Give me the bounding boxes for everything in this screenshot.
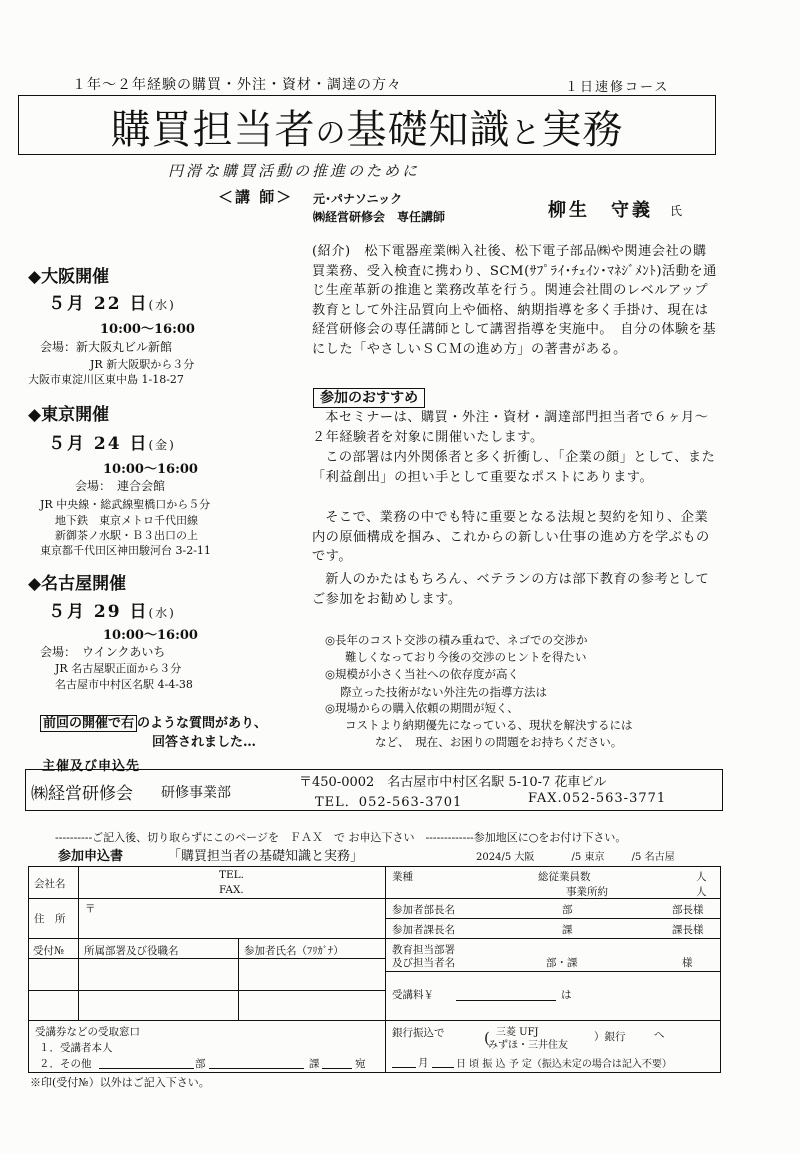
company-field[interactable] xyxy=(79,867,386,899)
dept-position-header: 所属部署及び役職名 xyxy=(79,939,239,959)
lecturer-org-1: 元･パナソニック xyxy=(313,192,403,206)
dept-position-cell-2[interactable] xyxy=(79,991,239,1021)
sponsor-address: 〒450-0002 名古屋市中村区名駅 5-10-7 花車ビル xyxy=(299,775,607,790)
question-3a: ◎現場からの購入依頼の期間が短く、 xyxy=(325,701,519,715)
area-nagoya[interactable]: /5 名古屋 xyxy=(631,852,675,863)
question-3b: コストより納期優先になっている、現状を解決するには xyxy=(345,718,633,732)
fax-label: FAX. xyxy=(219,884,244,896)
osaka-place: 会場：新大阪丸ビル新館 xyxy=(40,340,173,354)
previous-questions-note: 前回の開催で右 のような質問があり、 xyxy=(40,712,267,731)
tagline: 円滑な購買活動の推進のために xyxy=(168,162,421,180)
tokyo-access-3: 新御茶ノ水駅・Ｂ３出口の上 xyxy=(55,529,198,542)
question-2b: 際立った技術がない外注先の指導方法は xyxy=(340,685,547,699)
company-label-cell: 会社名 xyxy=(29,867,79,899)
tokyo-address: 東京都千代田区神田駿河台 3-2-11 xyxy=(40,544,211,557)
address-label-cell: 住 所 xyxy=(29,899,79,939)
recommend-paragraph-3: そこで、業務の中でも特に重要となる法規と契約を知り、企業内の原価構成を掴み、これからの新しい仕事の進め方を学ぶものです。 xyxy=(312,510,710,564)
nagoya-date: ５月 29 日(水) xyxy=(48,602,176,622)
recommend-label: 参加のおすすめ xyxy=(313,388,425,408)
sponsor-label: 主催及び申込先 xyxy=(42,759,141,774)
area-tokyo[interactable]: /5 東京 xyxy=(571,852,605,863)
tokyo-access-2: 地下鉄 東京メトロ千代田線 xyxy=(55,514,198,527)
application-form xyxy=(28,866,721,1073)
target-audience: １年～２年経験の購買・外注・資材・調達の方々 xyxy=(72,77,402,93)
question-1b: 難しくなっており今後の交渉のヒントを得たい xyxy=(345,650,587,664)
business-field[interactable]: 業種 総従業員数 人 事業所約 人 xyxy=(386,867,721,899)
lecturer-honorific: 氏 xyxy=(670,204,683,218)
page-title: 購買担当者の基礎知識と実務 xyxy=(110,107,624,153)
nagoya-heading: ◆名古屋開催 xyxy=(28,574,127,594)
lecturer-intro: (紹介) 松下電器産業㈱入社後、松下電子部品㈱や関連会社の購買業務、受入検査に携わり、SCM(ｻﾌﾟﾗｲ･ﾁｪｲﾝ･ﾏﾈｼﾞﾒﾝﾄ)活動を通じ生産革新の推進と業務改革を行う。関連会社間のレベルアップ教育として外注品質向上や価格、納期指導を多く手掛け、現在は経営研修会の専任講師として講習指導を実施中。 自分の体験を基にした「やさしいＳＣＭの進め方」の著書がある。 xyxy=(312,244,717,357)
sponsor-box xyxy=(25,769,723,811)
tokyo-time: 10:00～16:00 xyxy=(103,462,198,477)
recommend-paragraph-4: 新人のかたはもちろん、ベテランの方は部下教育の参考としてご参加をお勧めします。 xyxy=(312,572,710,607)
question-2a: ◎規模が小さく当社への依存度が高く xyxy=(325,667,520,681)
nagoya-place: 会場： ウインクあいち xyxy=(40,645,166,659)
question-1a: ◎長年のコスト交渉の積み重ねで、ネゴでの交渉か xyxy=(325,633,588,647)
tokyo-heading: ◆東京開催 xyxy=(28,405,110,425)
nagoya-access: JR 名古屋駅正面から３分 xyxy=(55,662,182,675)
osaka-address: 大阪市東淀川区東中島 1-18-27 xyxy=(28,373,184,386)
osaka-access: JR 新大阪駅から３分 xyxy=(90,358,195,371)
bank-field[interactable]: 銀行振込で ( 三菱 UFJ みずほ・三井住友 ）銀行 へ 月 日 頃 振 込 予 定（振込未定の場合は記入不要） xyxy=(386,1021,721,1073)
recommend-paragraph-1: 本セミナーは、購買・外注・資材・調達部門担当者で６ヶ月～２年経験者を対象に開催いたします。 xyxy=(312,410,709,445)
form-footnote: ※印(受付№）以外はご記入下さい。 xyxy=(30,1076,210,1089)
osaka-date: ５月 22 日(水) xyxy=(48,294,176,314)
tokyo-date: ５月 24 日(金) xyxy=(48,434,176,454)
previous-questions-note-2: 回答されました… xyxy=(152,735,257,750)
dept-position-cell-1[interactable] xyxy=(79,959,239,991)
sponsor-tel: TEL．052-563-3701 xyxy=(315,795,463,810)
payment-field[interactable]: 教育担当部署 及び担当者名 部・課 様 受講料￥ は xyxy=(386,939,721,1021)
participant-name-header: 参加者氏名（ﾌﾘｶﾞﾅ） xyxy=(239,939,386,959)
receipt-no-cell-1[interactable] xyxy=(29,959,79,991)
recommend-paragraph-2: この部署は内外関係者と多く折衝し、「企業の顔」として、また「利益創出」の担い手として重要なポストにあります。 xyxy=(312,450,716,485)
course-type: １日速修コース xyxy=(565,80,670,95)
area-osaka[interactable]: 2024/5 大阪 xyxy=(476,852,535,863)
tel-label: TEL. xyxy=(219,869,244,881)
osaka-time: 10:00～16:00 xyxy=(100,322,195,337)
form-title: 参加申込書 xyxy=(58,849,124,864)
form-course-name: 「購買担当者の基礎知識と実務」 xyxy=(168,849,364,864)
tokyo-access-1: JR 中央線・総武線聖橋口から５分 xyxy=(40,498,211,511)
osaka-heading: ◆大阪開催 xyxy=(28,267,110,287)
sponsor-name: ㈱経営研修会 xyxy=(31,784,133,804)
sponsor-fax: FAX.052-563-3771 xyxy=(528,791,667,806)
participant-name-cell-1[interactable] xyxy=(239,959,386,991)
ticket-window-field[interactable]: 受講券などの受取窓口 １．受講者本人 ２．その他 部 課 宛 xyxy=(29,1021,386,1073)
cut-line-instruction: ‐‐‐‐‐‐‐‐‐‐ご記入後、切り取らずにこのページを ＦＡＸ で お申込下さい ‐‐‐‐‐‐‐‐‐‐‐‐‐参加地区に○をお付け下さい。 xyxy=(55,831,627,844)
nagoya-address: 名古屋市中村区名駅 4-4-38 xyxy=(55,678,193,691)
receipt-no-header: 受付№ xyxy=(29,939,79,959)
lecturer-name: 柳生 守義 xyxy=(548,200,653,221)
lecturer-label: ＜講 師＞ xyxy=(218,188,294,206)
receipt-no-cell-2[interactable] xyxy=(29,991,79,1021)
lecturer-org-2: ㈱経営研修会 専任講師 xyxy=(313,210,446,224)
nagoya-time: 10:00～16:00 xyxy=(103,628,198,643)
managers-field[interactable]: 参加者部長名 部 部長様 参加者課長名 課 課長様 xyxy=(386,899,721,939)
question-3c: など、 現在、お困りの問題をお持ちください。 xyxy=(375,735,623,749)
tokyo-place: 会場： 連合会館 xyxy=(75,479,166,493)
participant-name-cell-2[interactable] xyxy=(239,991,386,1021)
sponsor-dept: 研修事業部 xyxy=(161,785,231,801)
address-field[interactable]: 〒 xyxy=(79,899,386,939)
title-box xyxy=(18,95,716,155)
area-select[interactable] xyxy=(476,848,675,863)
